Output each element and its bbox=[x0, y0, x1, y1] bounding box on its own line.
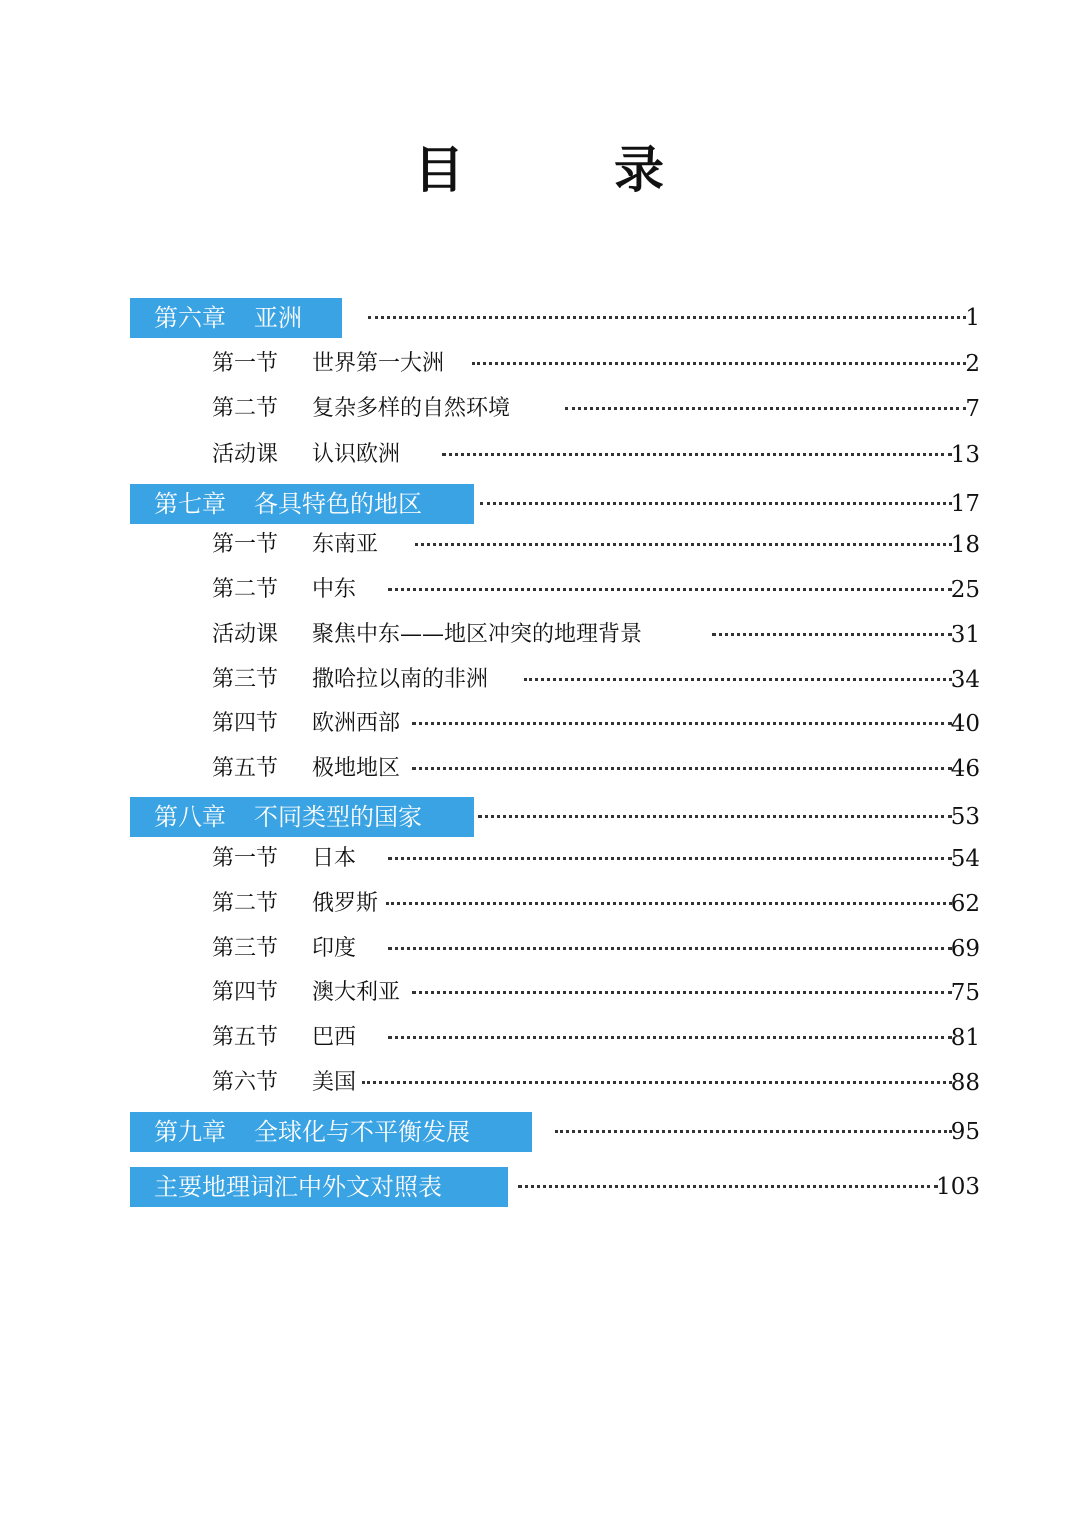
chapter-title: 全球化与不平衡发展 bbox=[254, 1118, 470, 1146]
section-title: 美国 bbox=[312, 1070, 357, 1095]
toc-chapter-7[interactable] bbox=[0, 484, 1088, 524]
section-number: 第一节 bbox=[212, 351, 279, 376]
chapter-title: 亚洲 bbox=[254, 304, 302, 332]
section-number: 第二节 bbox=[212, 577, 279, 602]
toc-chapter-6[interactable] bbox=[0, 298, 1088, 338]
section-number: 第五节 bbox=[212, 756, 279, 781]
dot-leader bbox=[412, 722, 952, 725]
section-number: 第二节 bbox=[212, 396, 279, 421]
toc-entry[interactable] bbox=[0, 749, 1088, 789]
dot-leader bbox=[712, 633, 952, 636]
chapter-label-box bbox=[130, 298, 342, 338]
section-number: 第五节 bbox=[212, 1025, 279, 1050]
page-number: 53 bbox=[950, 804, 980, 830]
section-title: 撒哈拉以南的非洲 bbox=[312, 667, 489, 692]
page-number: 18 bbox=[950, 532, 980, 558]
page-number: 40 bbox=[950, 711, 980, 737]
section-title: 复杂多样的自然环境 bbox=[312, 396, 511, 421]
chapter-number: 第六章 bbox=[154, 304, 226, 332]
dot-leader bbox=[388, 947, 952, 950]
page-title: 目 录 bbox=[414, 141, 714, 199]
dot-leader bbox=[368, 316, 966, 319]
section-number: 第四节 bbox=[212, 711, 279, 736]
toc-entry[interactable] bbox=[0, 704, 1088, 744]
page-number: 25 bbox=[950, 577, 980, 603]
toc-entry[interactable] bbox=[0, 839, 1088, 879]
page-number: 17 bbox=[950, 491, 980, 517]
dot-leader bbox=[480, 502, 952, 505]
dot-leader bbox=[388, 857, 952, 860]
dot-leader bbox=[555, 1130, 952, 1133]
section-number: 第一节 bbox=[212, 532, 279, 557]
chapter-number: 第八章 bbox=[154, 803, 226, 831]
page-number: 2 bbox=[965, 351, 980, 377]
chapter-number: 第九章 bbox=[154, 1118, 226, 1146]
toc-chapter-8[interactable] bbox=[0, 797, 1088, 837]
page-number: 75 bbox=[950, 980, 980, 1006]
section-title: 聚焦中东——地区冲突的地理背景 bbox=[312, 622, 643, 647]
toc-entry[interactable] bbox=[0, 389, 1088, 429]
section-title: 东南亚 bbox=[312, 532, 379, 557]
toc-entry[interactable] bbox=[0, 1063, 1088, 1103]
section-title: 中东 bbox=[312, 577, 357, 602]
section-title: 认识欧洲 bbox=[312, 442, 401, 467]
toc-appendix[interactable] bbox=[0, 1167, 1088, 1207]
section-title: 印度 bbox=[312, 936, 357, 961]
toc-entry[interactable] bbox=[0, 929, 1088, 969]
dot-leader bbox=[412, 991, 952, 994]
chapter-label-box bbox=[130, 1167, 508, 1207]
page-number: 34 bbox=[950, 667, 980, 693]
chapter-title: 主要地理词汇中外文对照表 bbox=[154, 1173, 442, 1201]
dot-leader bbox=[524, 678, 952, 681]
dot-leader bbox=[442, 453, 952, 456]
page-number: 103 bbox=[936, 1174, 980, 1200]
section-title: 极地地区 bbox=[312, 756, 401, 781]
chapter-number: 第七章 bbox=[154, 490, 226, 518]
dot-leader bbox=[412, 767, 952, 770]
section-number: 第三节 bbox=[212, 667, 279, 692]
toc-entry[interactable] bbox=[0, 884, 1088, 924]
dot-leader bbox=[362, 1081, 952, 1084]
dot-leader bbox=[478, 815, 952, 818]
page-number: 62 bbox=[950, 891, 980, 917]
section-number: 第二节 bbox=[212, 891, 279, 916]
chapter-title: 不同类型的国家 bbox=[254, 803, 422, 831]
section-title: 欧洲西部 bbox=[312, 711, 401, 736]
section-title: 俄罗斯 bbox=[312, 891, 379, 916]
section-number: 第四节 bbox=[212, 980, 279, 1005]
page-number: 1 bbox=[965, 305, 980, 331]
toc-entry[interactable] bbox=[0, 570, 1088, 610]
section-number: 活动课 bbox=[212, 442, 279, 467]
page-number: 69 bbox=[950, 936, 980, 962]
toc-entry[interactable] bbox=[0, 973, 1088, 1013]
page-number: 88 bbox=[950, 1070, 980, 1096]
section-number: 第一节 bbox=[212, 846, 279, 871]
toc-entry[interactable] bbox=[0, 435, 1088, 475]
toc-entry[interactable] bbox=[0, 1018, 1088, 1058]
section-title: 日本 bbox=[312, 846, 357, 871]
page-number: 31 bbox=[950, 622, 980, 648]
chapter-title: 各具特色的地区 bbox=[254, 490, 422, 518]
page-number: 7 bbox=[965, 396, 980, 422]
section-number: 活动课 bbox=[212, 622, 279, 647]
page-number: 46 bbox=[950, 756, 980, 782]
section-title: 巴西 bbox=[312, 1025, 357, 1050]
dot-leader bbox=[386, 902, 952, 905]
section-title: 澳大利亚 bbox=[312, 980, 401, 1005]
dot-leader bbox=[472, 362, 966, 365]
toc-entry[interactable] bbox=[0, 525, 1088, 565]
toc-chapter-9[interactable] bbox=[0, 1112, 1088, 1152]
dot-leader bbox=[518, 1185, 938, 1188]
chapter-label-box bbox=[130, 484, 474, 524]
toc-entry[interactable] bbox=[0, 615, 1088, 655]
toc-entry[interactable] bbox=[0, 660, 1088, 700]
dot-leader bbox=[565, 407, 966, 410]
section-number: 第三节 bbox=[212, 936, 279, 961]
toc-entry[interactable] bbox=[0, 344, 1088, 384]
dot-leader bbox=[388, 588, 952, 591]
dot-leader bbox=[388, 1036, 952, 1039]
section-title: 世界第一大洲 bbox=[312, 351, 445, 376]
page-number: 95 bbox=[950, 1119, 980, 1145]
chapter-label-box bbox=[130, 1112, 532, 1152]
chapter-label-box bbox=[130, 797, 474, 837]
page-number: 54 bbox=[950, 846, 980, 872]
section-number: 第六节 bbox=[212, 1070, 279, 1095]
page-number: 81 bbox=[950, 1025, 980, 1051]
page-number: 13 bbox=[950, 442, 980, 468]
dot-leader bbox=[415, 543, 952, 546]
